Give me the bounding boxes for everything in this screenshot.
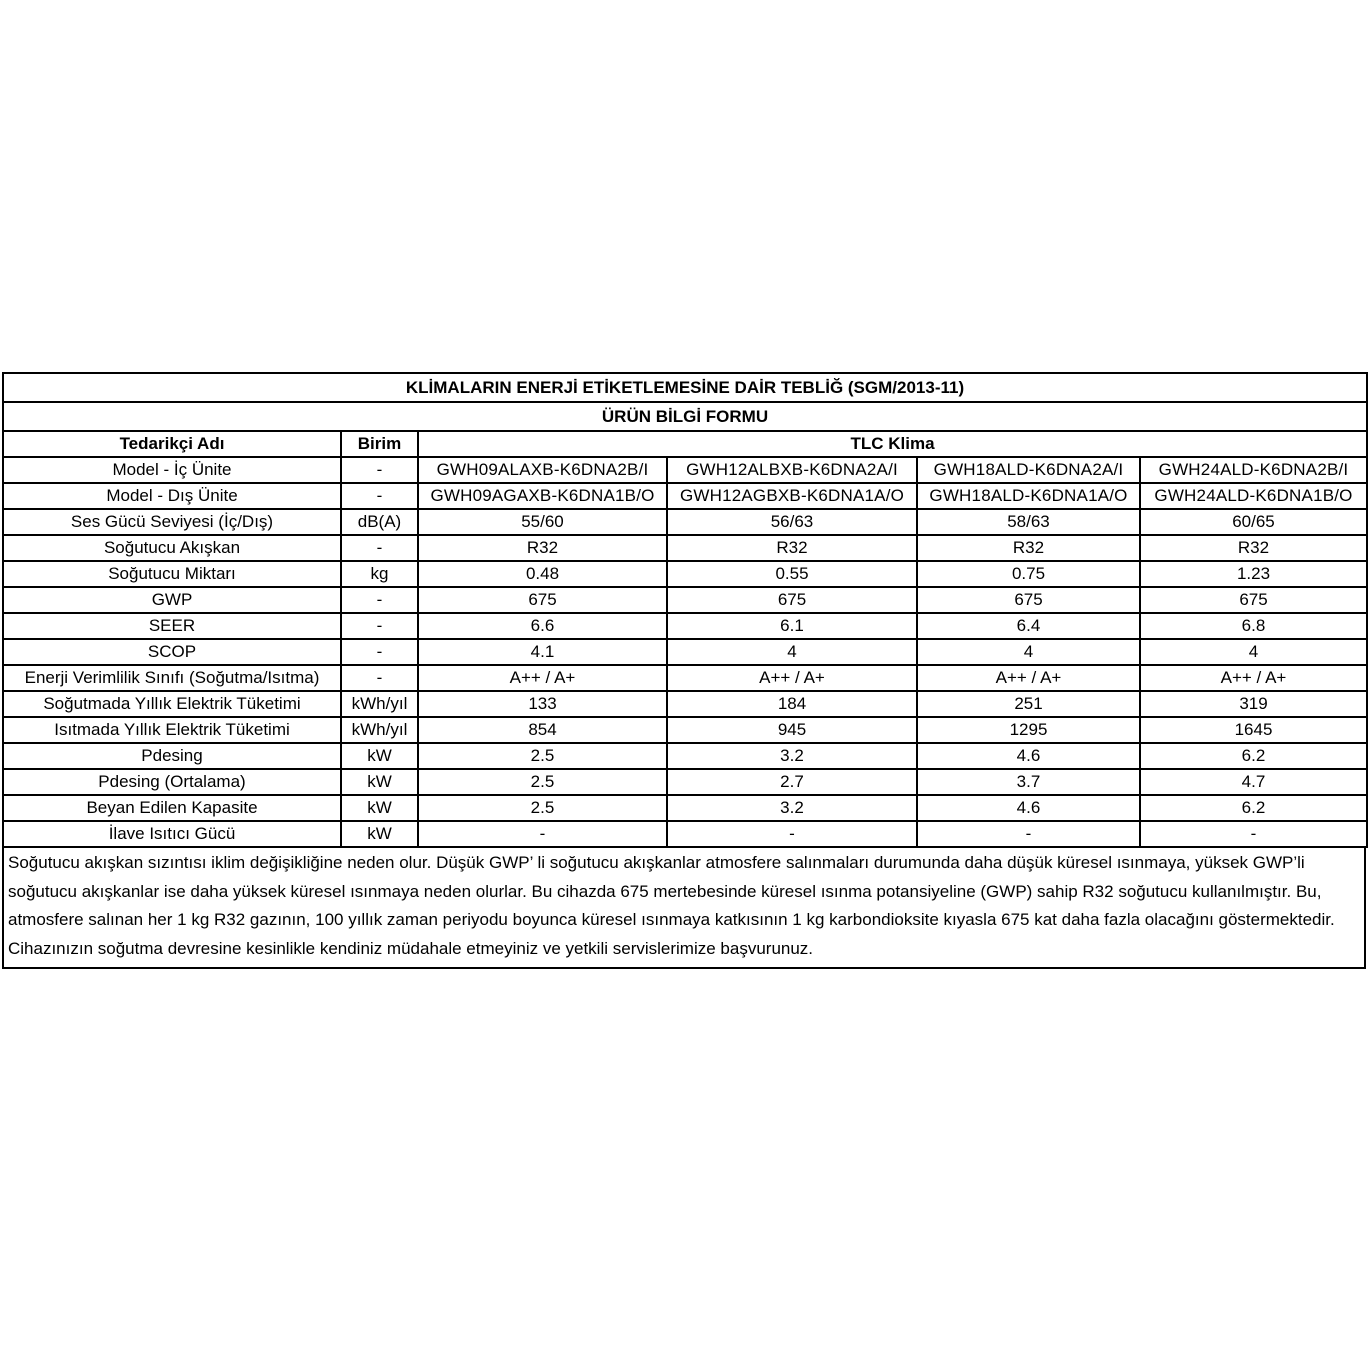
row-label: Soğutucu Akışkan	[3, 535, 341, 561]
row-value: 56/63	[667, 509, 917, 535]
row-value: 3.2	[667, 795, 917, 821]
row-value: GWH09AGAXB-K6DNA1B/O	[418, 483, 667, 509]
row-value: 4.6	[917, 743, 1140, 769]
row-value: A++ / A+	[667, 665, 917, 691]
row-label: SEER	[3, 613, 341, 639]
row-value: 6.2	[1140, 743, 1367, 769]
table-row	[3, 457, 1367, 483]
row-label: Model - İç Ünite	[3, 457, 341, 483]
table-row	[3, 639, 1367, 665]
row-unit: kWh/yıl	[341, 717, 418, 743]
row-value: 0.55	[667, 561, 917, 587]
row-value: 1295	[917, 717, 1140, 743]
row-value: 3.2	[667, 743, 917, 769]
table-row	[3, 795, 1367, 821]
row-unit: kW	[341, 795, 418, 821]
form-subtitle: ÜRÜN BİLGİ FORMU	[3, 402, 1367, 431]
row-value: 4.7	[1140, 769, 1367, 795]
row-value: 675	[1140, 587, 1367, 613]
row-value: 6.1	[667, 613, 917, 639]
row-value: GWH12ALBXB-K6DNA2A/I	[667, 457, 917, 483]
row-value: GWH12AGBXB-K6DNA1A/O	[667, 483, 917, 509]
supplier-label: Tedarikçi Adı	[3, 431, 341, 457]
row-value: 4	[1140, 639, 1367, 665]
row-value: R32	[1140, 535, 1367, 561]
row-value: 1.23	[1140, 561, 1367, 587]
table-row	[3, 535, 1367, 561]
row-value: 55/60	[418, 509, 667, 535]
row-unit: kW	[341, 769, 418, 795]
row-unit: -	[341, 535, 418, 561]
row-value: 2.5	[418, 769, 667, 795]
table-row	[3, 483, 1367, 509]
header-row	[3, 431, 1367, 457]
row-unit: kWh/yıl	[341, 691, 418, 717]
row-label: SCOP	[3, 639, 341, 665]
row-value: 2.7	[667, 769, 917, 795]
row-unit: -	[341, 613, 418, 639]
row-label: Soğutmada Yıllık Elektrik Tüketimi	[3, 691, 341, 717]
row-value: 945	[667, 717, 917, 743]
row-unit: -	[341, 587, 418, 613]
product-info-form	[2, 372, 1366, 969]
row-value: 58/63	[917, 509, 1140, 535]
table-row	[3, 717, 1367, 743]
row-value: GWH24ALD-K6DNA1B/O	[1140, 483, 1367, 509]
row-unit: -	[341, 639, 418, 665]
row-value: -	[917, 821, 1140, 847]
row-label: Beyan Edilen Kapasite	[3, 795, 341, 821]
row-value: GWH09ALAXB-K6DNA2B/I	[418, 457, 667, 483]
product-info-table	[2, 372, 1368, 848]
row-value: GWH18ALD-K6DNA2A/I	[917, 457, 1140, 483]
row-value: 60/65	[1140, 509, 1367, 535]
row-value: A++ / A+	[1140, 665, 1367, 691]
row-value: -	[1140, 821, 1367, 847]
row-value: 4.1	[418, 639, 667, 665]
row-value: R32	[667, 535, 917, 561]
subtitle-row	[3, 402, 1367, 431]
row-value: 4	[917, 639, 1140, 665]
row-value: GWH24ALD-K6DNA2B/I	[1140, 457, 1367, 483]
row-unit: -	[341, 483, 418, 509]
row-value: 675	[667, 587, 917, 613]
row-value: 1645	[1140, 717, 1367, 743]
row-value: 6.4	[917, 613, 1140, 639]
row-label: Enerji Verimlilik Sınıfı (Soğutma/Isıtma)	[3, 665, 341, 691]
row-label: Soğutucu Miktarı	[3, 561, 341, 587]
row-value: 675	[418, 587, 667, 613]
row-value: 133	[418, 691, 667, 717]
row-label: GWP	[3, 587, 341, 613]
row-value: 319	[1140, 691, 1367, 717]
row-unit: -	[341, 665, 418, 691]
table-row	[3, 743, 1367, 769]
row-value: 0.75	[917, 561, 1140, 587]
row-value: 854	[418, 717, 667, 743]
row-value: A++ / A+	[418, 665, 667, 691]
row-value: 184	[667, 691, 917, 717]
row-value: 675	[917, 587, 1140, 613]
table-row	[3, 561, 1367, 587]
row-label: Ses Gücü Seviyesi (İç/Dış)	[3, 509, 341, 535]
row-value: 6.6	[418, 613, 667, 639]
row-value: -	[418, 821, 667, 847]
table-row	[3, 821, 1367, 847]
row-unit: kW	[341, 743, 418, 769]
row-value: A++ / A+	[917, 665, 1140, 691]
row-value: 251	[917, 691, 1140, 717]
row-value: 2.5	[418, 795, 667, 821]
table-row	[3, 509, 1367, 535]
supplier-name: TLC Klima	[418, 431, 1367, 457]
row-value: 6.8	[1140, 613, 1367, 639]
row-value: 4	[667, 639, 917, 665]
table-row	[3, 769, 1367, 795]
row-label: Isıtmada Yıllık Elektrik Tüketimi	[3, 717, 341, 743]
row-unit: -	[341, 457, 418, 483]
table-row	[3, 665, 1367, 691]
row-value: 3.7	[917, 769, 1140, 795]
form-title: KLİMALARIN ENERJİ ETİKETLEMESİNE DAİR TEBLİĞ (SGM/2013-11)	[3, 373, 1367, 402]
title-row	[3, 373, 1367, 402]
row-value: R32	[917, 535, 1140, 561]
row-label: Model - Dış Ünite	[3, 483, 341, 509]
unit-label: Birim	[341, 431, 418, 457]
row-label: Pdesing (Ortalama)	[3, 769, 341, 795]
table-row	[3, 691, 1367, 717]
row-value: R32	[418, 535, 667, 561]
row-label: Pdesing	[3, 743, 341, 769]
row-label: İlave Isıtıcı Gücü	[3, 821, 341, 847]
row-value: 0.48	[418, 561, 667, 587]
refrigerant-note: Soğutucu akışkan sızıntısı iklim değişikliğine neden olur. Düşük GWP’ li soğutucu akışkanlar atmosfere salınmaları durumunda daha düşük küresel ısınmaya, yüksek GWP’li soğutucu akışkanlar ise daha yüksek küresel ısınmaya neden olurlar. Bu cihazda 675 mertebesinde küresel ısınma potansiyeline (GWP) sahip R32 soğutucu kullanılmıştır. Bu, atmosfere salınan her 1 kg R32 gazının, 100 yıllık zaman periyodu boyunca küresel ısınmaya katkısının 1 kg karbondioksite kıyasla 675 kat daha fazla olacağını göstermektedir. Cihazınızın soğutma devresine kesinlikle kendiniz müdahale etmeyiniz ve yetkili servislerimize başvurunuz.	[2, 848, 1366, 969]
row-value: 4.6	[917, 795, 1140, 821]
row-value: -	[667, 821, 917, 847]
row-unit: kW	[341, 821, 418, 847]
table-row	[3, 587, 1367, 613]
row-value: GWH18ALD-K6DNA1A/O	[917, 483, 1140, 509]
row-unit: kg	[341, 561, 418, 587]
table-row	[3, 613, 1367, 639]
row-value: 2.5	[418, 743, 667, 769]
row-unit: dB(A)	[341, 509, 418, 535]
row-value: 6.2	[1140, 795, 1367, 821]
